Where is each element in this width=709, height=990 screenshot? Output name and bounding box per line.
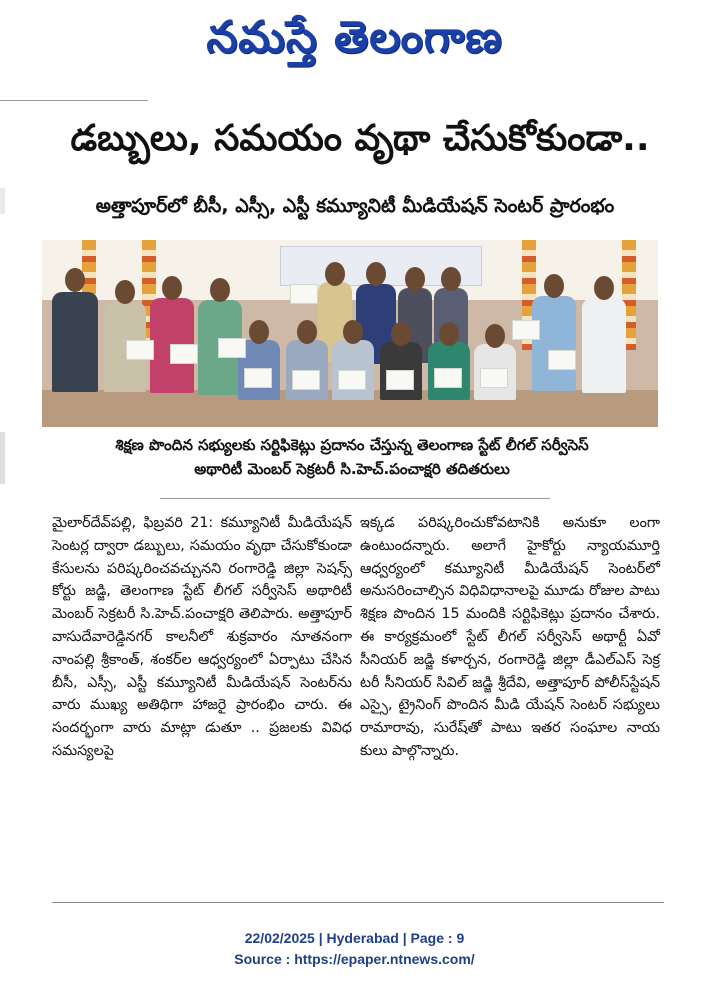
photo-person-head: [485, 324, 505, 348]
certificate: [290, 284, 318, 304]
article-photo: [42, 240, 658, 427]
photo-person-head: [439, 322, 459, 346]
photo-person-head: [65, 268, 85, 292]
certificate: [126, 340, 154, 360]
newspaper-masthead: నమస్తే తెలంగాణ: [206, 12, 503, 63]
photo-caption: [52, 433, 652, 481]
article-bottom-divider: [52, 902, 664, 903]
certificate: [244, 368, 272, 388]
photo-person-head: [210, 278, 230, 302]
photo-person-head: [366, 262, 386, 286]
photo-person-head: [594, 276, 614, 300]
photo-person-head: [391, 322, 411, 346]
certificate: [292, 370, 320, 390]
photo-person-head: [115, 280, 135, 304]
certificate: [170, 344, 198, 364]
certificate: [434, 368, 462, 388]
photo-person: [582, 298, 626, 393]
photo-person-head: [325, 262, 345, 286]
masthead-divider: [0, 100, 148, 101]
source-link[interactable]: Source : https://epaper.ntnews.com/: [234, 951, 475, 967]
photo-person: [532, 296, 576, 391]
photo-person: [52, 292, 98, 392]
photo-person-head: [162, 276, 182, 300]
article-body-column-right: ఇక్కడ పరిష్కరించుకోవటానికి అనుకూ లంగా ఉంటుందన్నారు. అలాగే హైకోర్టు న్యాయమూర్తి ఆధ్వర్యంలో కమ్యూనిటీ మీడియేషన్ సెంటర్‌లో అనుసరించాల్సిన విధివిధానాలపై మూడు రోజుల పాటు శిక్షణ పొందిన 15 మందికి సర్టిఫికెట్లు ప్రదానం చేశారు. ఈ కార్యక్రమంలో స్టేట్ లీగల్ సర్వీసెస్ అథార్టీ ఏవో సీనియర్ జడ్జి కళార్చన, రంగారెడ్డి జిల్లా డీఎల్ఎస్ సెక్ర టరీ సీనియర్ సివిల్ జడ్జి శ్రీదేవి, అత్తాపూర్ పోలీస్‌స్టేషన్ ఎస్సై, ట్రైనింగ్ పొందిన మీడి యేషన్ సెంటర్ సభ్యులు రామారావు, సురేష్‌తో పాటు ఇతర సంఘాల నాయ కులు పాల్గొన్నారు.: [360, 515, 660, 759]
edition-info: 22/02/2025 | Hyderabad | Page : 9: [244, 930, 465, 946]
photo-caption-line: అథారిటీ మెంబర్ సెక్రటరీ సి.హెచ్.పంచాక్షరి తదితరులు: [194, 460, 510, 478]
article-subheadline: అత్తాపూర్‌లో బీసీ, ఎస్సీ, ఎస్టీ కమ్యూనిటీ మీడియేషన్ సెంటర్ ప్రారంభం: [95, 195, 615, 217]
caption-divider: [160, 498, 550, 499]
photo-person-head: [441, 267, 461, 291]
photo-person-head: [343, 320, 363, 344]
certificate: [548, 350, 576, 370]
photo-person-head: [405, 267, 425, 291]
article-headline: డబ్బులు, సమయం వృథా చేసుకోకుండా..: [70, 118, 650, 159]
certificate: [386, 370, 414, 390]
article-body-column-left: మైలార్‌దేవ్‌పల్లి, ఫిబ్రవరి 21: కమ్యూనిటీ మీడియేషన్ సెంటర్ల ద్వారా డబ్బులు, సమయం వృథా చేసుకోకుండా కేసులను పరిష్కరించవచ్చునని రంగారెడ్డి జిల్లా సెషన్స్ కోర్టు జడ్జి, తెలంగాణ స్టేట్ లీగల్ సర్వీసెస్ అథారిటీ మెంబర్ సెక్రటరీ సి.హెచ్.పంచాక్షరి తెలిపారు. అత్తాపూర్ వాసుదేవారెడ్డినగర్ కాలనీలో శుక్రవారం నూతనంగా నాంపల్లి శ్రీకాంత్, శంకర్‌ల ఆధ్వర్యంలో ఏర్పాటు చేసిన బీసీ, ఎస్సీ, ఎస్టీ కమ్యూనిటీ మీడియేషన్ సెంటర్‌ను వారు ముఖ్య అతిథిగా హాజరై ప్రారంభిం చారు. ఈ సందర్భంగా వారు మాట్లా డుతూ .. ప్రజలకు వివిధ సమస్యలపై: [52, 515, 352, 759]
photo-person-head: [249, 320, 269, 344]
certificate: [218, 338, 246, 358]
certificate: [512, 320, 540, 340]
photo-person-head: [297, 320, 317, 344]
caption-marker: [0, 432, 5, 484]
photo-person-head: [544, 274, 564, 298]
certificate: [480, 368, 508, 388]
certificate: [338, 370, 366, 390]
photo-caption-line: శిక్షణ పొందిన సభ్యులకు సర్టిఫికెట్లు ప్రదానం చేస్తున్న తెలంగాణ స్టేట్ లీగల్ సర్వీసెస్: [115, 436, 589, 454]
subheadline-marker: [0, 188, 5, 214]
